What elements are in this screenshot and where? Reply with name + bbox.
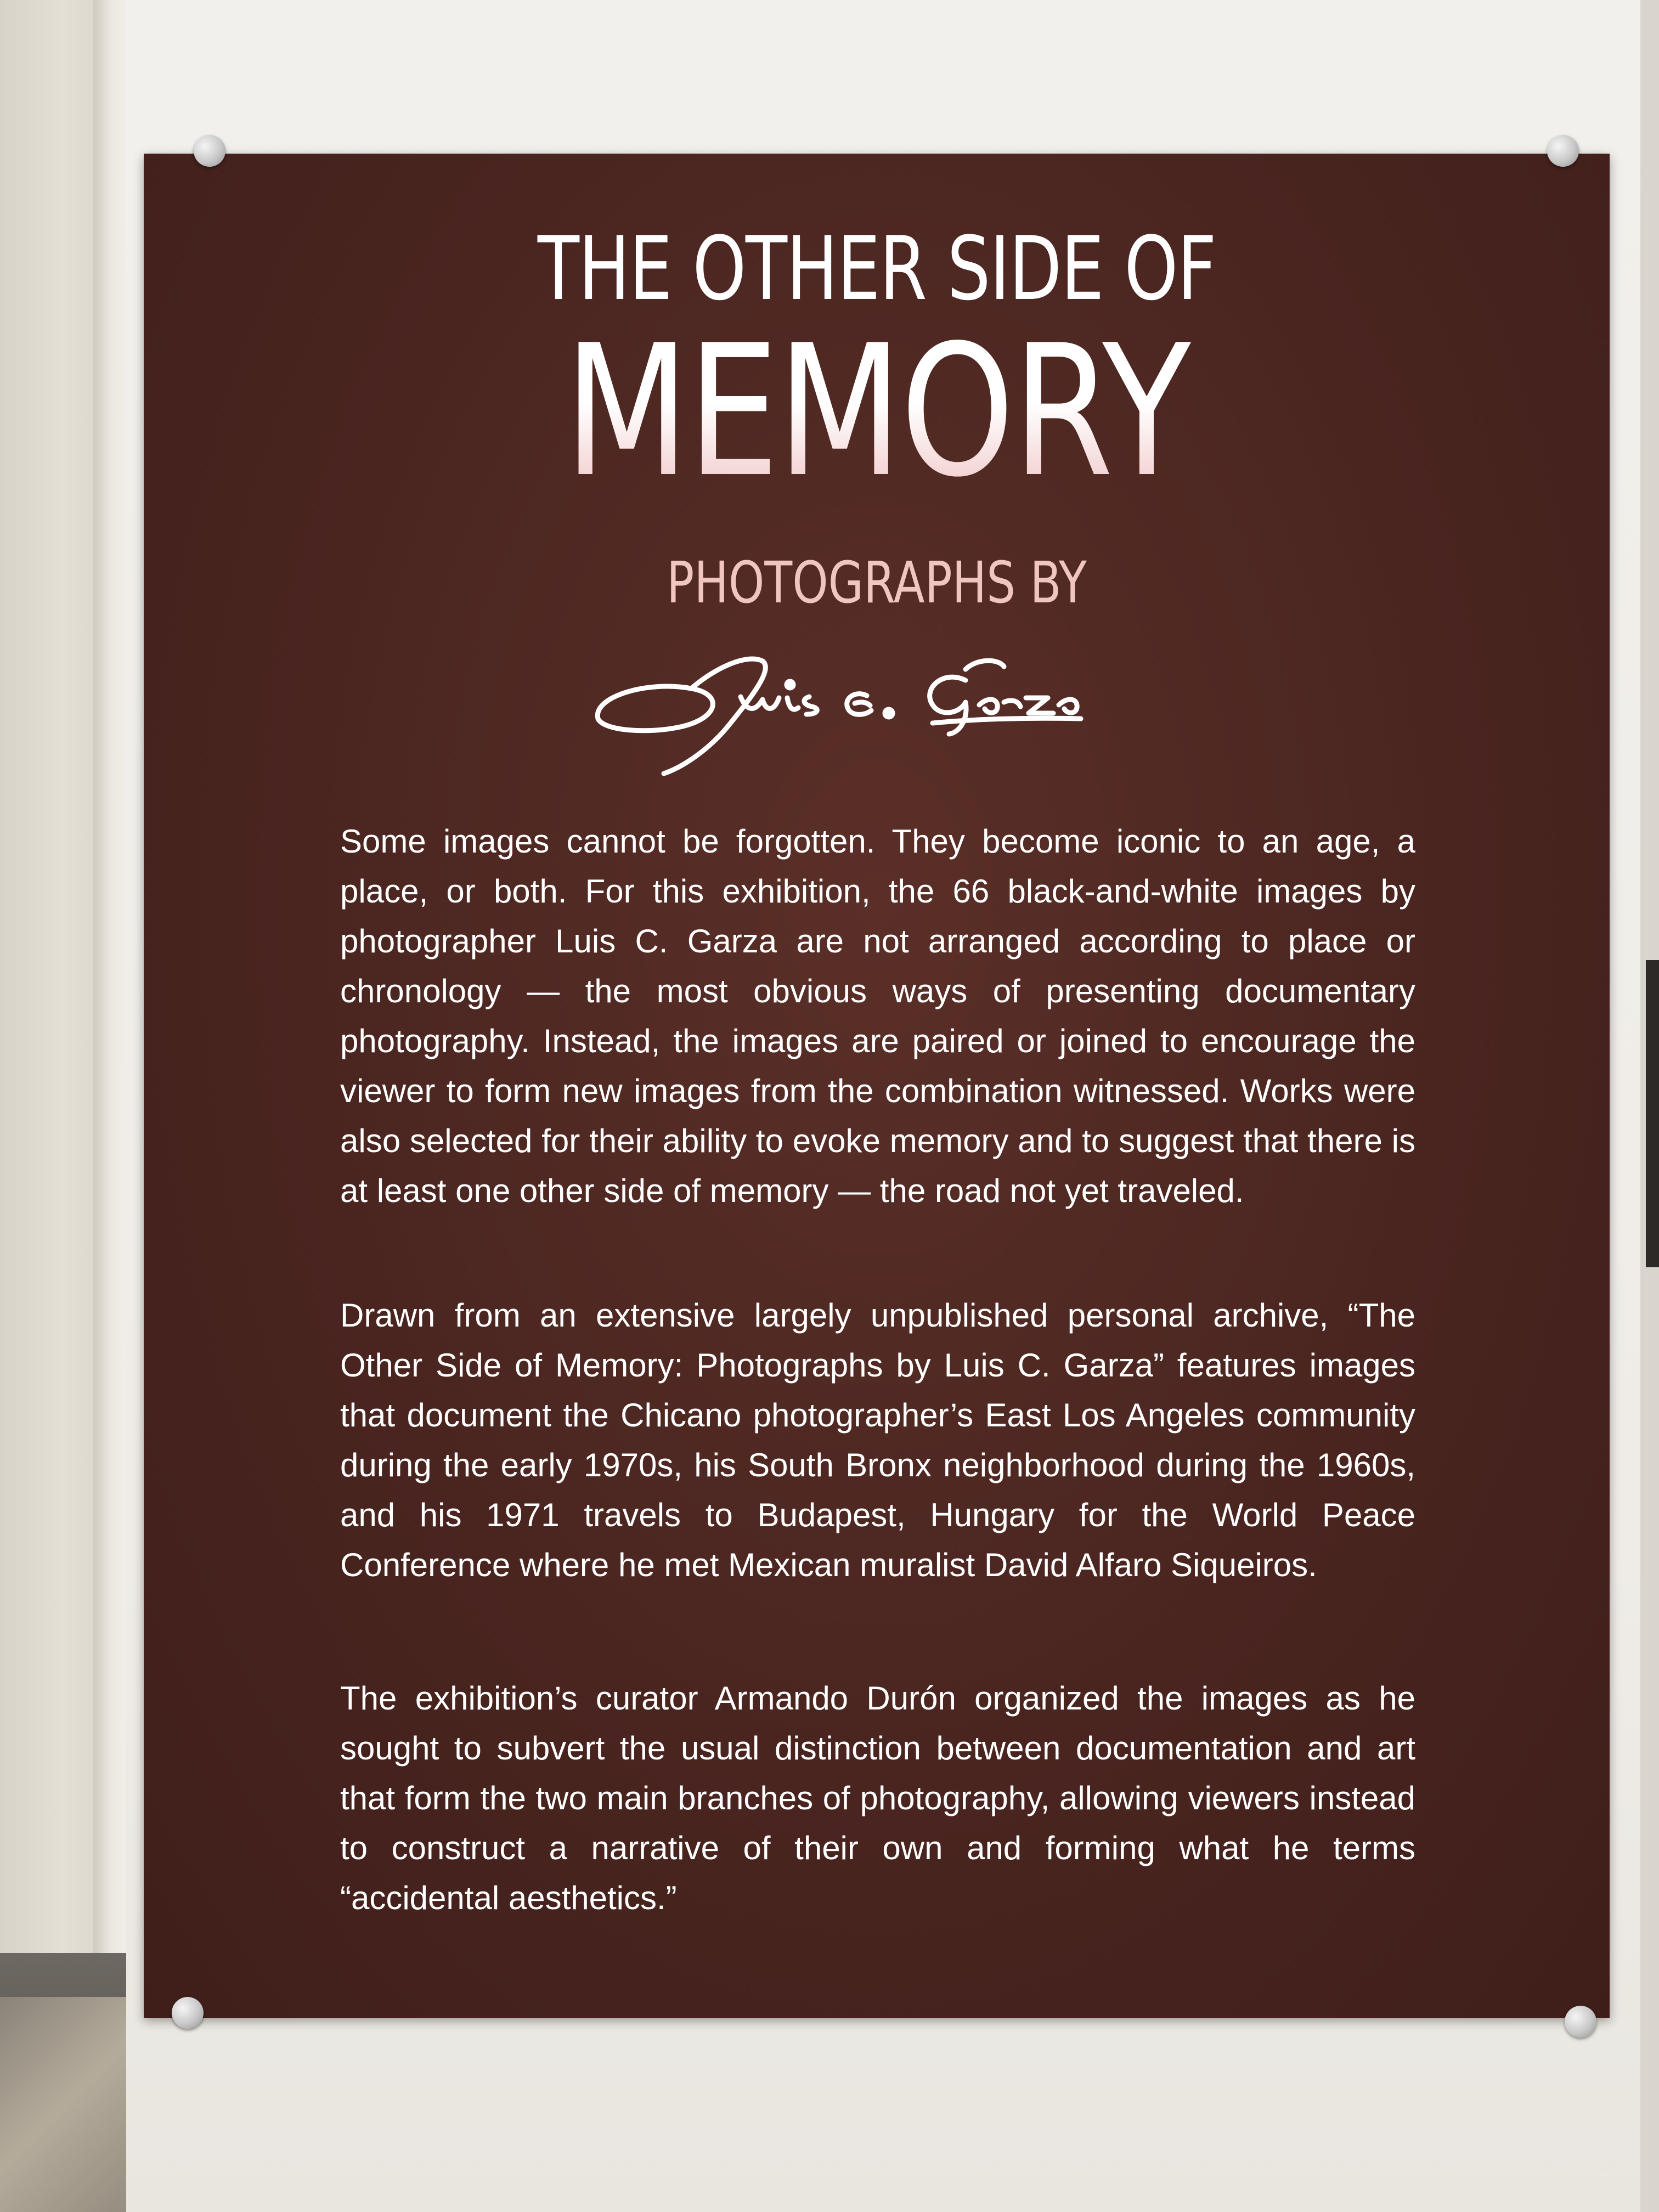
standoff-bolt-bottom-left (172, 1997, 204, 2029)
signature-drawing (582, 636, 1185, 779)
adjacent-frame (1646, 960, 1659, 1267)
title-line-2: MEMORY (290, 321, 1463, 502)
standoff-bolt-top-right (1547, 135, 1579, 167)
side-wall (0, 0, 104, 1953)
paragraph-2: Drawn from an extensive largely unpublished personal archive, “The Other Side of Memory: Photographs by Luis C. Garza” features images that document the Chicano photographer’s East Los Angeles community during the early 1970s, his South Bronx neighborhood during the 1960s, and his 1971 travels to Budapest, Hungary for the World Peace Conference where he met Mexican muralist David Alfaro Siqueiros. (340, 1297, 1415, 1583)
standoff-bolt-bottom-right (1565, 2006, 1596, 2038)
floor-stone (0, 1997, 126, 2212)
title-line-1: THE OTHER SIDE OF (537, 217, 1216, 320)
paragraph-1: Some images cannot be forgotten. They become iconic to an age, a place, or both. For this exhibition, the 66 black-and-white images by photographer Luis C. Garza are not arranged according to place or chronology — the most obvious ways of presenting documentary photography. Instead, the images are paired or joined to encourage the viewer to form new images from the combination witnessed. Works were also selected for their ability to evoke memory and to suggest that there is at least one other side of memory — the road not yet traveled. (340, 823, 1415, 1209)
standoff-bolt-top-left (194, 135, 225, 167)
subtitle: PHOTOGRAPHS BY (667, 549, 1087, 616)
signature (582, 636, 1185, 779)
paragraph-3: The exhibition’s curator Armando Durón organized the images as he sought to subvert the usual distinction between documentation and art that form the two main branches of photography, allowing viewers instead to construct a narrative of their own and forming what he terms “accidental aesthetics.” (340, 1680, 1415, 1916)
